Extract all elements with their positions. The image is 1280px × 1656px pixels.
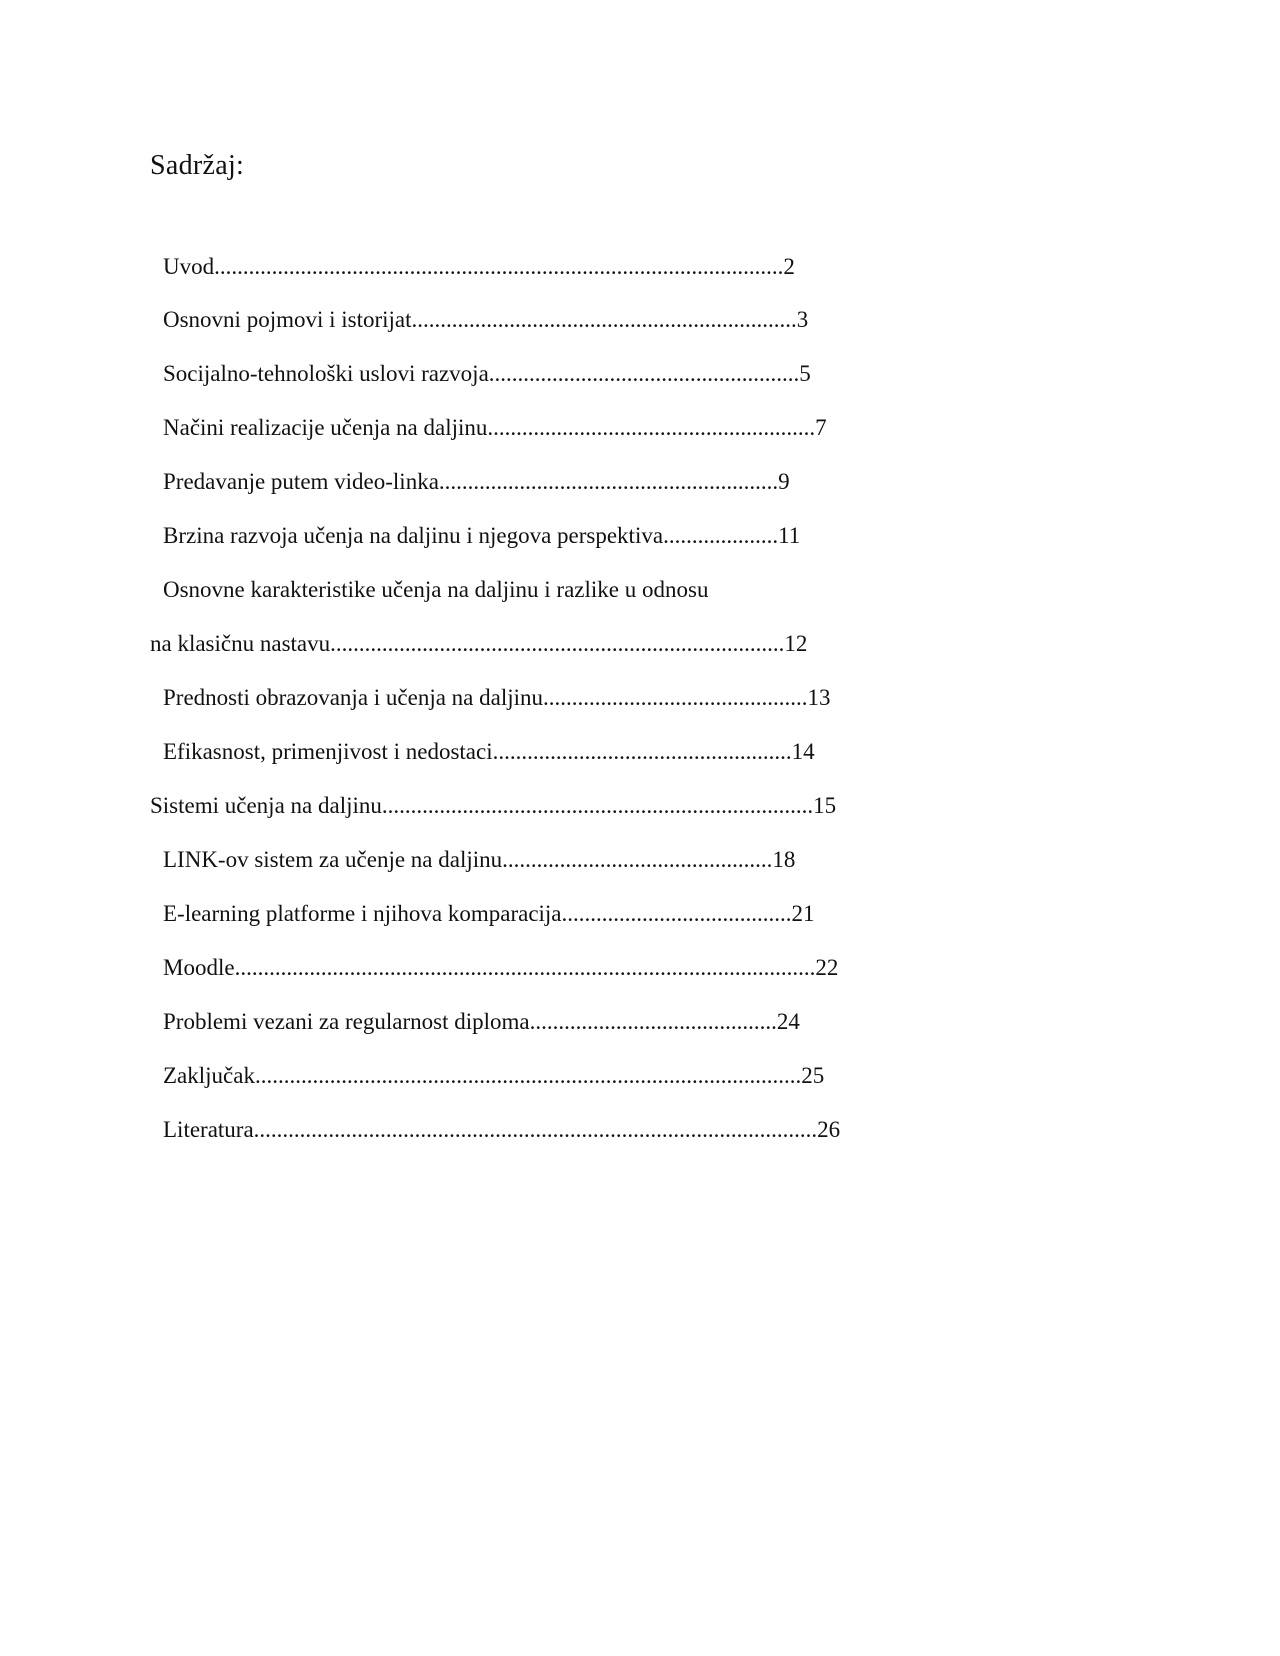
toc-entry-page: 3: [796, 307, 809, 332]
toc-entry-page: 12: [784, 631, 808, 656]
toc-entry-title: Efikasnost, primenjivost i nedostaci: [163, 739, 493, 764]
toc-entry-title: Literatura: [163, 1117, 254, 1142]
toc-entry[interactable]: [163, 1115, 840, 1145]
toc-entry[interactable]: [163, 845, 795, 875]
toc-heading: Sadržaj:: [150, 150, 245, 181]
toc-entry-page: 2: [783, 254, 795, 279]
toc-entry-title: Sistemi učenja na daljinu: [150, 793, 382, 818]
toc-entry-title: Brzina razvoja učenja na daljinu i njegova perspektiva: [163, 523, 664, 548]
toc-entry-title: na klasičnu nastavu: [150, 631, 331, 656]
toc-entry[interactable]: [150, 791, 836, 821]
toc-entry-page: 22: [815, 955, 839, 980]
toc-entry-page: 25: [801, 1063, 825, 1088]
toc-entry[interactable]: [163, 575, 708, 605]
toc-entry-title: Zaključak: [163, 1063, 255, 1088]
toc-entry-leader: ..................................................................................................: [253, 1117, 818, 1142]
toc-entry-title: Uvod: [163, 254, 215, 279]
toc-entry[interactable]: [163, 359, 811, 389]
toc-entry-leader: ...........................................................................: [381, 793, 814, 818]
toc-entry-leader: ...............................................................................................: [254, 1063, 802, 1088]
toc-entry-title: Socijalno-tehnološki uslovi razvoja: [163, 361, 489, 386]
toc-entry-leader: ...........................................: [529, 1009, 777, 1034]
toc-entry-page: 9: [778, 469, 790, 494]
toc-entry-page: 15: [813, 793, 837, 818]
toc-entry-page: 13: [807, 685, 831, 710]
toc-entry-page: 7: [815, 415, 827, 440]
toc-entry-page: 5: [799, 361, 811, 386]
toc-entry[interactable]: [163, 521, 800, 551]
toc-entry-leader: ...................................................................................................: [214, 254, 784, 279]
toc-entry-leader: ...............................................................................: [330, 631, 785, 656]
toc-entry-leader: ........................................: [561, 901, 792, 926]
toc-entry-page: 11: [778, 523, 801, 548]
toc-entry-title: Prednosti obrazovanja i učenja na daljinu: [163, 685, 544, 710]
toc-entry-title: Načini realizacije učenja na daljinu: [163, 415, 488, 440]
toc-entry[interactable]: [163, 683, 831, 713]
toc-entry-page: 24: [776, 1009, 800, 1034]
toc-entry[interactable]: [163, 899, 815, 929]
toc-entry-title: E-learning platforme i njihova komparacija: [163, 901, 562, 926]
toc-entry-page: 18: [772, 847, 796, 872]
toc-entry-leader: .........................................................: [487, 415, 816, 440]
toc-entry-title: Problemi vezani za regularnost diploma: [163, 1009, 530, 1034]
toc-entry-title: Predavanje putem video-linka: [163, 469, 439, 494]
toc-entry-leader: ...................................................................: [411, 307, 797, 332]
toc-entry-leader: ..............................................: [543, 685, 808, 710]
toc-entry-title: Moodle: [163, 955, 235, 980]
toc-entry[interactable]: [163, 1007, 800, 1037]
toc-entry[interactable]: [163, 413, 827, 443]
toc-entry-leader: ...........................................................: [438, 469, 779, 494]
toc-entry[interactable]: [163, 953, 838, 983]
toc-entry-leader: ....................................................: [492, 739, 792, 764]
toc-entry[interactable]: [163, 467, 790, 497]
toc-entry[interactable]: [163, 1061, 824, 1091]
toc-entry-title: Osnovne karakteristike učenja na daljinu i razlike u odnosu: [163, 577, 709, 602]
toc-entry[interactable]: [163, 305, 808, 335]
toc-entry-page: 26: [817, 1117, 841, 1142]
toc-entry-leader: ....................: [663, 523, 779, 548]
toc-entry-title: LINK-ov sistem za učenje na daljinu: [163, 847, 503, 872]
toc-entry-page: 14: [791, 739, 815, 764]
toc-entry-leader: .....................................................................................................: [234, 955, 816, 980]
toc-entry[interactable]: [150, 629, 807, 659]
toc-entry-leader: ......................................................: [488, 361, 800, 386]
toc-entry-leader: ...............................................: [502, 847, 773, 872]
toc-entry[interactable]: [163, 252, 795, 282]
toc-entry[interactable]: [163, 737, 815, 767]
toc-entry-title: Osnovni pojmovi i istorijat: [163, 307, 412, 332]
toc-entry-page: 21: [791, 901, 815, 926]
